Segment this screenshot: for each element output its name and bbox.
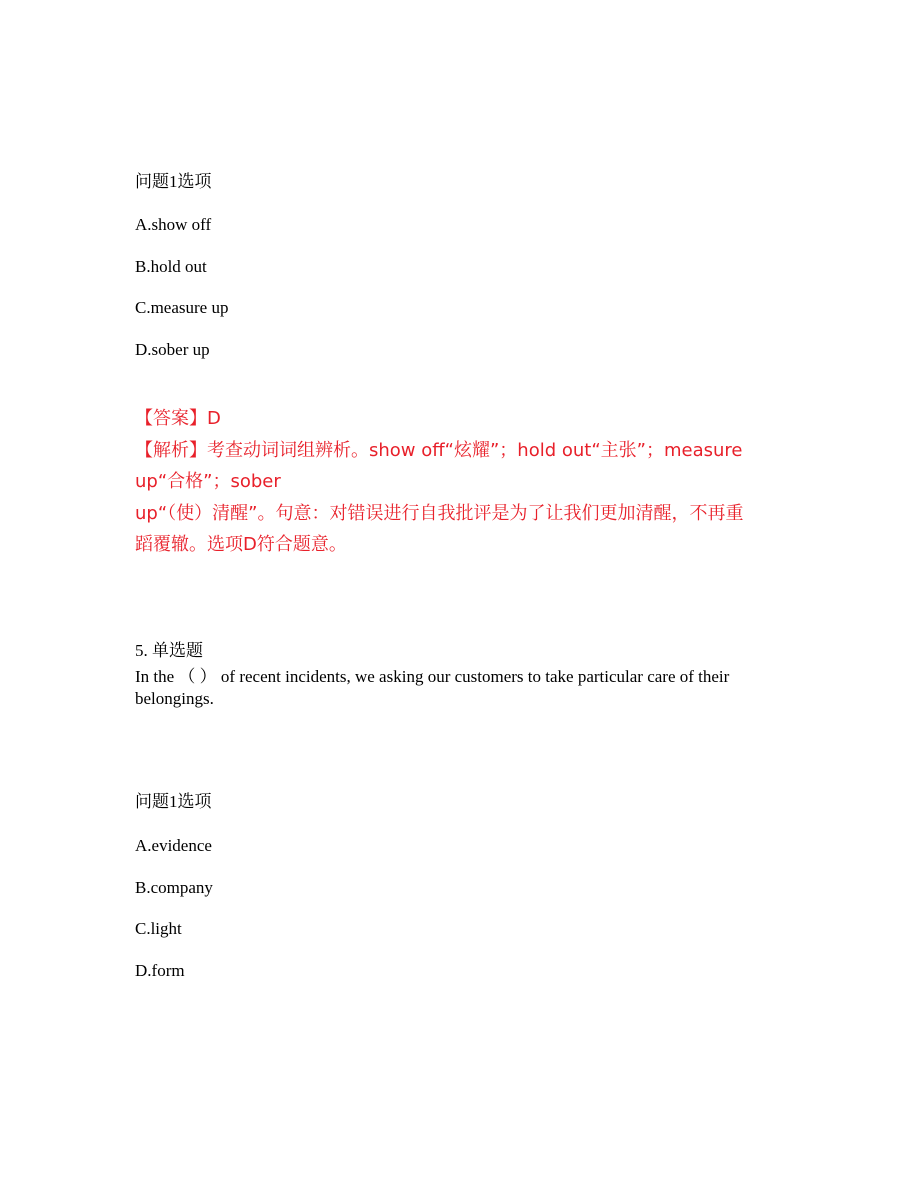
q4-options-header: 问题1选项 xyxy=(135,172,212,191)
q5-question-text: In the （ ） of recent incidents, we asking our customers to take particular care of their belongings. xyxy=(135,667,730,708)
answer-line: 【答案】D xyxy=(135,408,221,429)
q5-option-a: A.evidence xyxy=(135,836,212,855)
q5-option-b: B.company xyxy=(135,878,213,897)
explanation-line-1: 【解析】考查动词词组辨析。show off“炫耀”；hold out“主张”；measure xyxy=(135,439,743,461)
q4-option-d: D.sober up xyxy=(135,340,210,359)
q4-option-a: A.show off xyxy=(135,215,212,234)
q5-options-header: 问题1选项 xyxy=(135,792,212,811)
explanation-line-4: 蹈覆辙。选项D符合题意。 xyxy=(135,534,347,555)
q5-number-label: 5. 单选题 xyxy=(135,641,203,660)
answer-explanation xyxy=(135,403,775,561)
explanation-line-3: up“（使）清醒”。句意：对错误进行自我批评是为了让我们更加清醒，不再重 xyxy=(135,502,744,524)
explanation-line-2: up“合格”；sober xyxy=(135,471,281,492)
q4-option-c: C.measure up xyxy=(135,298,229,317)
q5-option-d: D.form xyxy=(135,961,185,980)
q5-option-c: C.light xyxy=(135,919,182,938)
q4-option-b: B.hold out xyxy=(135,257,207,276)
